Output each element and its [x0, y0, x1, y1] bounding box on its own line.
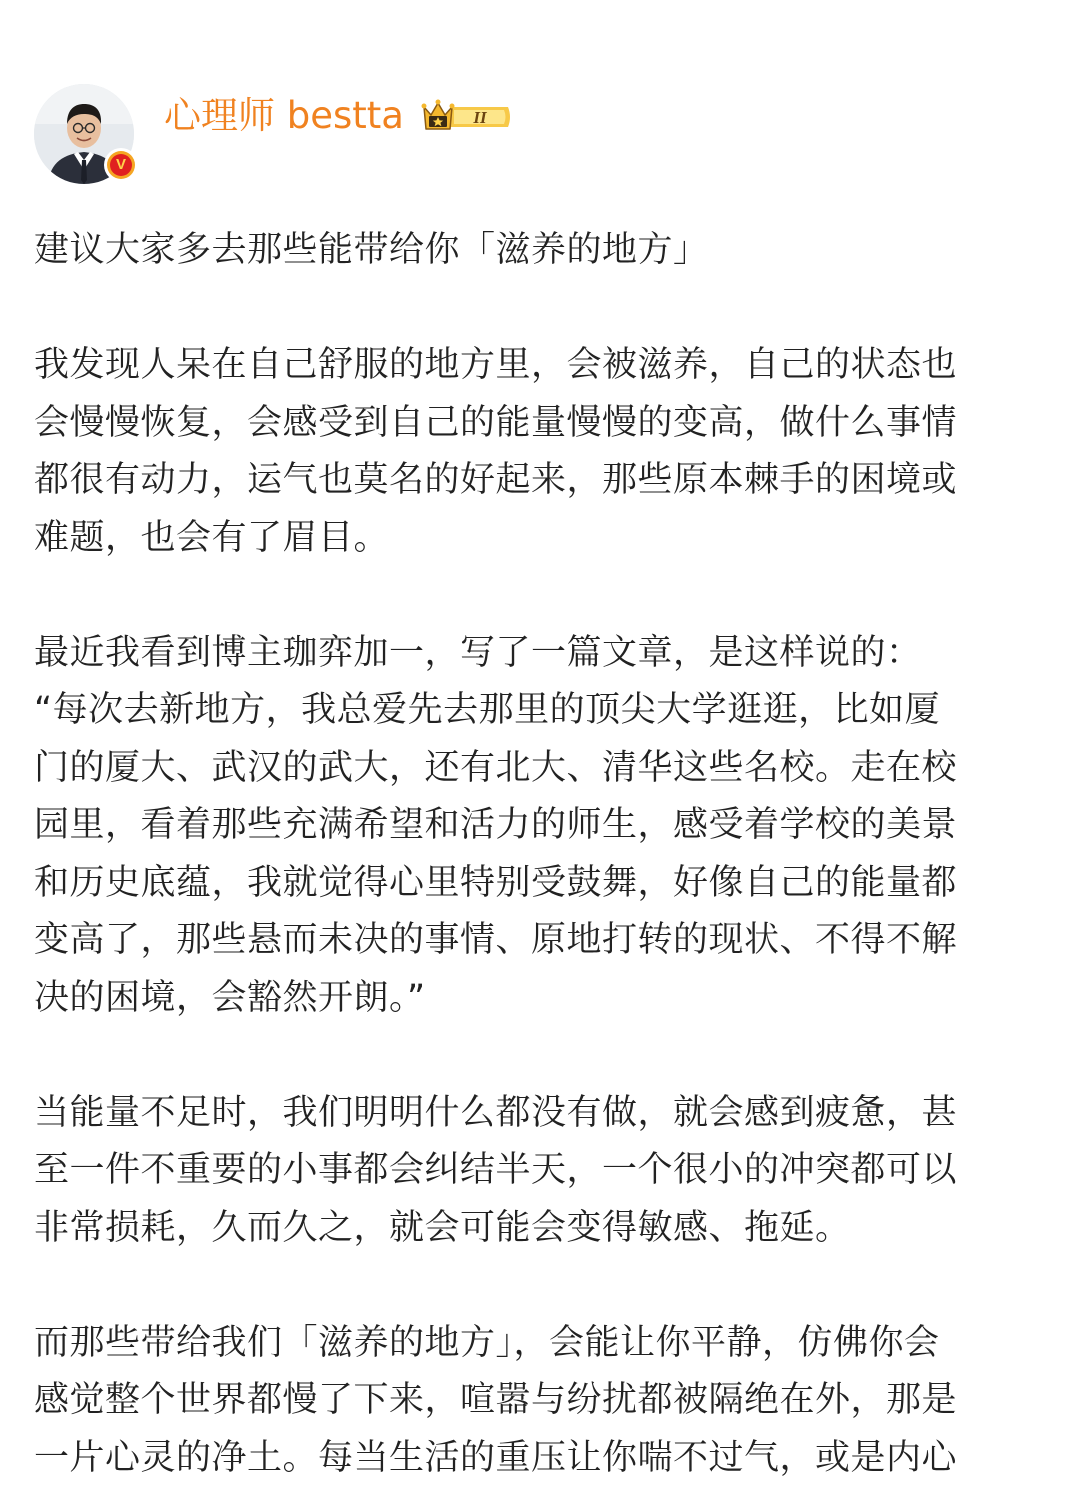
- verified-badge-letter: V: [110, 154, 132, 176]
- post-paragraph-3: 当能量不足时，我们明明什么都没有做，就会感到疲惫，甚 至一件不重要的小事都会纠结半天，一个很小的冲突都可以 非常损耗，久而久之，就会可能会变得敏感、拖延。: [34, 1092, 958, 1248]
- verified-badge-icon: [104, 148, 138, 182]
- post-paragraph-1: 我发现人呆在自己舒服的地方里，会被滋养，自己的状态也 会慢慢恢复，会感受到自己的能量慢慢的变高，做什么事情 都很有动力，运气也莫名的好起来，那些原本棘手的困境或 难题，也会有了眉目。: [34, 345, 958, 558]
- post-content: [34, 222, 1046, 1487]
- post-paragraph-4: 而那些带给我们「滋养的地方」，会能让你平静，仿佛你会 感觉整个世界都慢了下来，喧嚣与纷扰都被隔绝在外，那是 一片心灵的净土。每当生活的重压让你喘不过气，或是内心: [34, 1322, 958, 1478]
- post-header: [0, 0, 1080, 200]
- level-badge-text: II: [473, 108, 487, 127]
- post-title-line: 建议大家多去那些能带给你「滋养的地方」: [34, 230, 709, 270]
- username[interactable]: 心理师 bestta: [164, 94, 404, 137]
- verified-badge-ring: [107, 151, 135, 179]
- crown-level-badge-icon[interactable]: [420, 97, 512, 137]
- post-paragraph-2: 最近我看到博主珈弈加一，写了一篇文章，是这样说的： “每次去新地方，我总爱先去那里的顶尖大学逛逛，比如厦 门的厦大、武汉的武大，还有北大、清华这些名校。走在校 园里，看着那些充满希望和活力的师生，感受着学校的美景 和历史底蕴，我就觉得心里特别受鼓舞，好像自己的能量都 变高了，那些悬而未决的事情、原地打转的现状、不得不解 决的困境，会豁然开朗。”: [34, 632, 958, 1018]
